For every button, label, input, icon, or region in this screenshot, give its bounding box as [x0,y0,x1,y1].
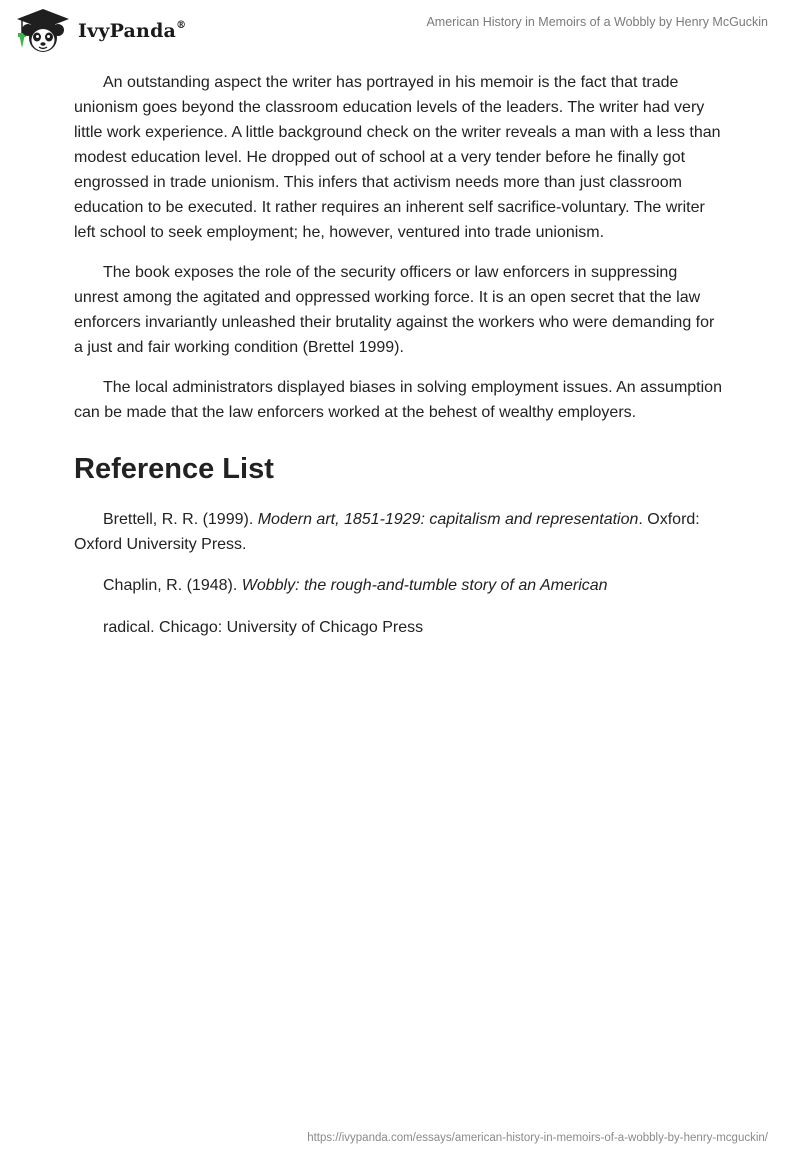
registered-mark: ® [176,19,187,31]
brand-name: IvyPanda® [78,19,187,42]
reference-title: Modern art, 1851-1929: capitalism and representation [257,511,639,528]
panda-graduate-icon [14,8,72,54]
reference-title: Wobbly: the rough-and-tumble story of an American [241,577,608,594]
reference-entry [74,507,726,557]
page-header [0,0,800,60]
reference-publisher: . Oxford: Oxford University Press. [74,511,700,553]
reference-author: Chaplin, R. (1948). [103,577,242,594]
reference-entry [74,573,726,598]
source-url-link[interactable]: https://ivypanda.com/essays/american-history-in-memoirs-of-a-wobbly-by-henry-mcguckin/ [307,1132,768,1144]
ivypanda-logo[interactable] [14,8,186,54]
document-body [74,70,726,656]
body-paragraph: The local administrators displayed biases in solving employment issues. An assumption can be made that the law enforcers worked at the behest of wealthy employers. [74,379,722,421]
body-paragraph: An outstanding aspect the writer has portrayed in his memoir is the fact that trade unionism goes beyond the classroom education levels of the leaders. The writer had very little work experience. A little background check on the writer reveals a man with a less than modest education level. He dropped out of school at a very tender before he finally got engrossed in trade unionism. This infers that activism needs more than just classroom education to be executed. It rather requires an inherent self sacrifice-voluntary. The writer left school to seek employment; he, however, ventured into trade unionism. [74,74,721,241]
document-title: American History in Memoirs of a Wobbly by Henry McGuckin [426,15,768,29]
reference-list-heading: Reference List [74,453,274,485]
reference-continuation: radical. Chicago: University of Chicago Press [103,619,424,636]
reference-author: Brettell, R. R. (1999). [103,511,258,528]
body-paragraph: The book exposes the role of the security officers or law enforcers in suppressing unrest among the agitated and oppressed working force. It is an open secret that the law enforcers invariantly unleashed their brutality against the workers who were demanding for a just and fair working condition (Brettel 1999). [74,264,715,356]
